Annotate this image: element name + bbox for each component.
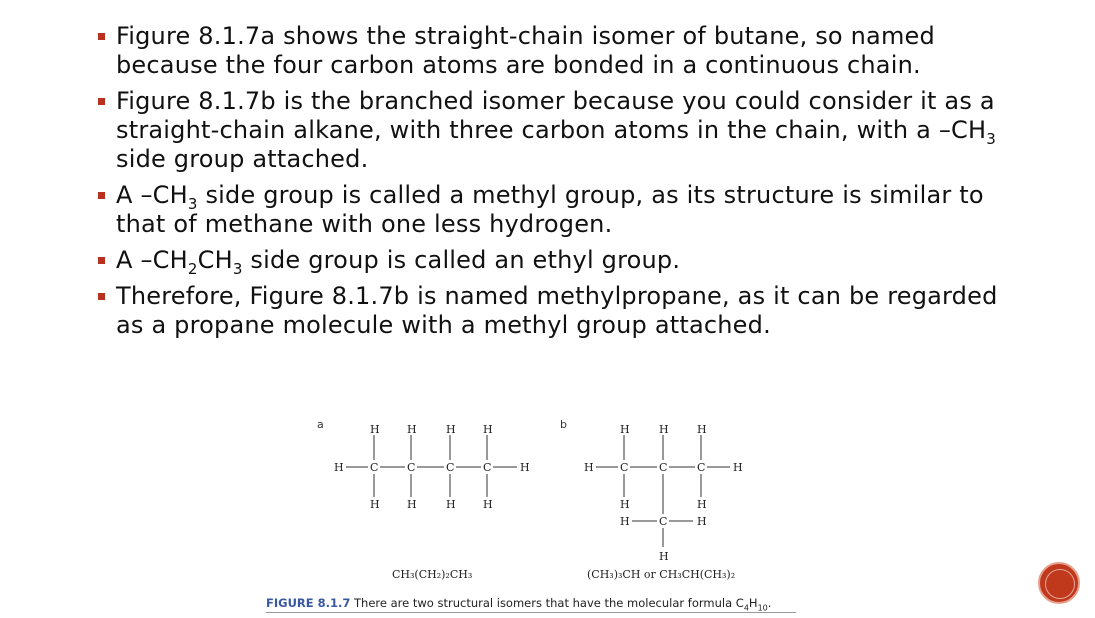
bullet-list [98,22,998,347]
caption-divider [266,612,796,613]
svg-text:C: C [407,461,416,474]
svg-text:C: C [483,461,492,474]
svg-text:H: H [407,498,417,511]
panel-b-label: b [560,418,567,431]
svg-text:H: H [407,423,417,436]
svg-text:H: H [446,423,456,436]
bullet-4: A $-CH_2CH_3$ side group is called an ethyl group. [98,246,998,275]
svg-text:H: H [483,423,493,436]
svg-text:H: H [697,498,707,511]
formula-butane: CH₃(CH₂)₂CH₃ [392,568,473,581]
svg-text:H: H [584,461,594,474]
bullet-marker [98,98,105,105]
svg-text:H: H [370,498,380,511]
svg-text:H: H [620,423,630,436]
svg-text:H: H [620,515,630,528]
bullet-1-text: Figure 8.1.7a shows the straight-chain isomer of butane, so named because the four carbon atoms are bonded in a continuous chain. [116,22,935,79]
bullet-5-text: Therefore, Figure 8.1.7b is named methylpropane, as it can be regarded as a propane molecule with a methyl group attached. [116,282,998,339]
formula-methylpropane: (CH₃)₃CH or CH₃CH(CH₃)₂ [587,568,736,581]
svg-text:C: C [370,461,379,474]
svg-text:H: H [697,515,707,528]
svg-text:C: C [697,461,706,474]
bullet-marker [98,192,105,199]
svg-text:H: H [733,461,743,474]
bullet-1 [98,22,998,80]
svg-text:H: H [659,550,669,563]
slide-badge-icon [1038,562,1080,604]
isomer-figure [262,410,802,615]
svg-text:H: H [370,423,380,436]
bullet-3: A $-CH_3$ side group is called a methyl group, as its structure is similar to that of methane with one less hydrogen. [98,181,998,239]
svg-text:H: H [520,461,530,474]
bullet-marker [98,257,105,264]
bullet-marker [98,33,105,40]
bullet-marker [98,293,105,300]
svg-text:H: H [659,423,669,436]
figure-caption: FIGURE 8.1.7 There are two structural isomers that have the molecular formula $C_4H_{10}$. [266,596,772,613]
caption-label: FIGURE 8.1.7 [266,596,351,610]
svg-text:H: H [620,498,630,511]
svg-text:H: H [697,423,707,436]
structural-formulas [262,410,802,595]
svg-text:C: C [659,461,668,474]
bullet-2: Figure 8.1.7b is the branched isomer because you could consider it as a straight-chain alkane, with three carbon atoms in the chain, with a $-CH_3$ side group attached. [98,87,998,174]
methylpropane-structure [584,423,743,563]
svg-text:H: H [446,498,456,511]
svg-text:H: H [483,498,493,511]
bullet-5 [98,282,998,340]
svg-text:C: C [620,461,629,474]
butane-structure [334,423,530,511]
svg-text:H: H [334,461,344,474]
svg-text:C: C [446,461,455,474]
panel-a-label: a [317,418,324,431]
svg-text:C: C [659,515,668,528]
